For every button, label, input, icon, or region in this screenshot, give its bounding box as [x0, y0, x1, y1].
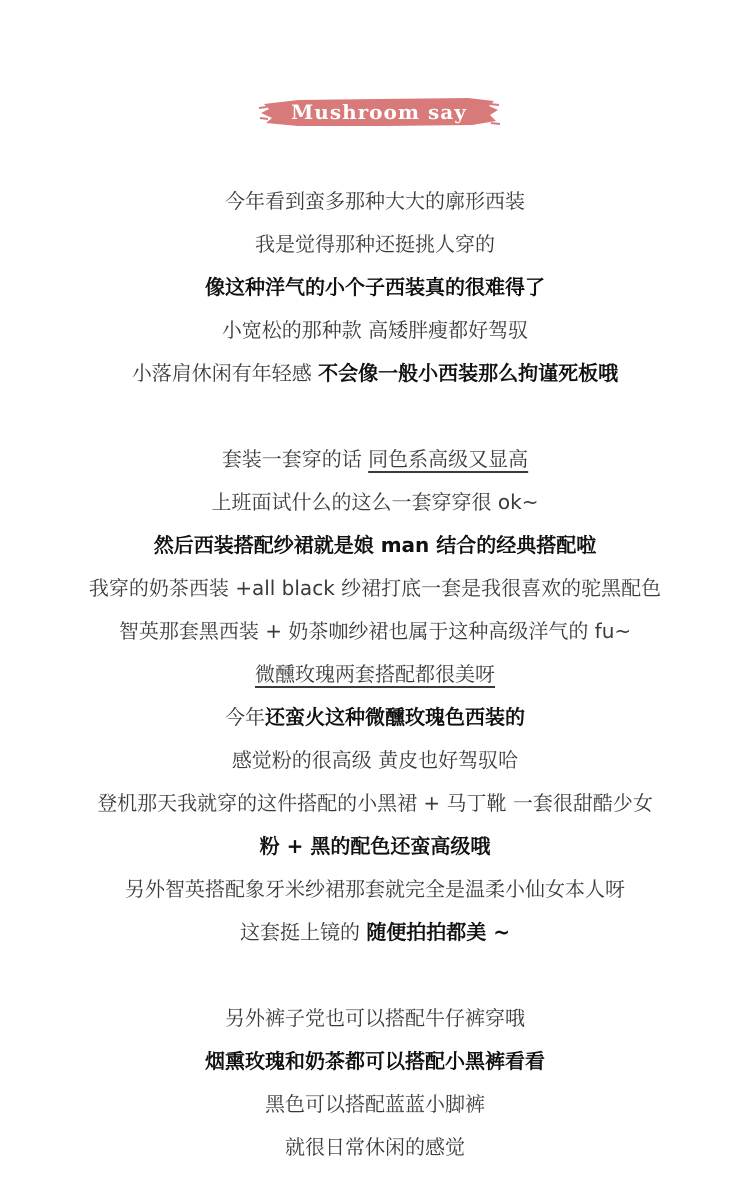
- text-segment: 感觉粉的很高级 黄皮也好驾驭哈: [231, 748, 519, 772]
- text-line: [0, 653, 750, 696]
- text-segment: 小宽松的那种款 高矮胖瘦都好驾驭: [221, 318, 529, 342]
- text-line: [0, 223, 750, 266]
- text-line: [0, 309, 750, 352]
- text-segment: 智英那套黑西装 + 奶茶咖纱裙也属于这种高级洋气的 fu~: [118, 619, 632, 643]
- paragraph-gap: [0, 954, 750, 997]
- text-segment: 就很日常休闲的感觉: [285, 1135, 465, 1159]
- section-badge: [0, 94, 750, 130]
- bold-text: 然后西装搭配纱裙就是娘 man 结合的经典搭配啦: [153, 533, 597, 557]
- text-segment: 今年: [225, 705, 265, 729]
- text-segment: 套装一套穿的话: [221, 447, 369, 471]
- text-line: [0, 180, 750, 223]
- text-segment: 我穿的奶茶西装 +all black 纱裙打底一套是我很喜欢的驼黑配色: [88, 576, 662, 600]
- text-line: [0, 911, 750, 954]
- text-line: [0, 352, 750, 395]
- badge-title: Mushroom say: [291, 100, 467, 124]
- text-segment: 今年看到蛮多那种大大的廓形西装: [225, 189, 525, 213]
- text-segment: 我是觉得那种还挺挑人穿的: [255, 232, 495, 256]
- bold-text: 不会像一般小西装那么拘谨死板哦: [318, 361, 619, 385]
- text-segment: 另外裤子党也可以搭配牛仔裤穿哦: [225, 1006, 525, 1030]
- text-segment: 黑色可以搭配蓝蓝小脚裤: [265, 1092, 485, 1116]
- text-segment: 上班面试什么的这么一套穿穿很 ok~: [211, 490, 539, 514]
- underlined-text: 微醺玫瑰两套搭配都很美呀: [255, 662, 495, 686]
- text-line: [0, 782, 750, 825]
- bold-text: 烟熏玫瑰和奶茶都可以搭配小黑裤看看: [205, 1049, 545, 1073]
- text-line: [0, 868, 750, 911]
- bold-text: 随便拍拍都美 ~: [366, 920, 511, 944]
- bold-text: 还蛮火这种微醺玫瑰色西装的: [265, 705, 525, 729]
- text-segment: 登机那天我就穿的这件搭配的小黑裙 + 马丁靴 一套很甜酷少女: [97, 791, 653, 815]
- text-line: [0, 567, 750, 610]
- text-line: [0, 438, 750, 481]
- text-line: [0, 825, 750, 868]
- paragraph-gap: [0, 395, 750, 438]
- text-line: [0, 524, 750, 567]
- bold-text: 粉 + 黑的配色还蛮高级哦: [259, 834, 491, 858]
- text-line: [0, 1126, 750, 1169]
- underlined-text: 同色系高级又显高: [368, 447, 529, 471]
- text-line: [0, 1040, 750, 1083]
- text-line: [0, 1083, 750, 1126]
- text-line: [0, 610, 750, 653]
- text-segment: 这套挺上镜的: [239, 920, 367, 944]
- text-line: [0, 266, 750, 309]
- text-segment: 另外智英搭配象牙米纱裙那套就完全是温柔小仙女本人呀: [125, 877, 625, 901]
- article-body: [0, 180, 750, 1169]
- text-line: [0, 481, 750, 524]
- text-line: [0, 997, 750, 1040]
- text-line: [0, 739, 750, 782]
- bold-text: 像这种洋气的小个子西装真的很难得了: [205, 275, 545, 299]
- text-segment: 小落肩休闲有年轻感: [131, 361, 319, 385]
- text-line: [0, 696, 750, 739]
